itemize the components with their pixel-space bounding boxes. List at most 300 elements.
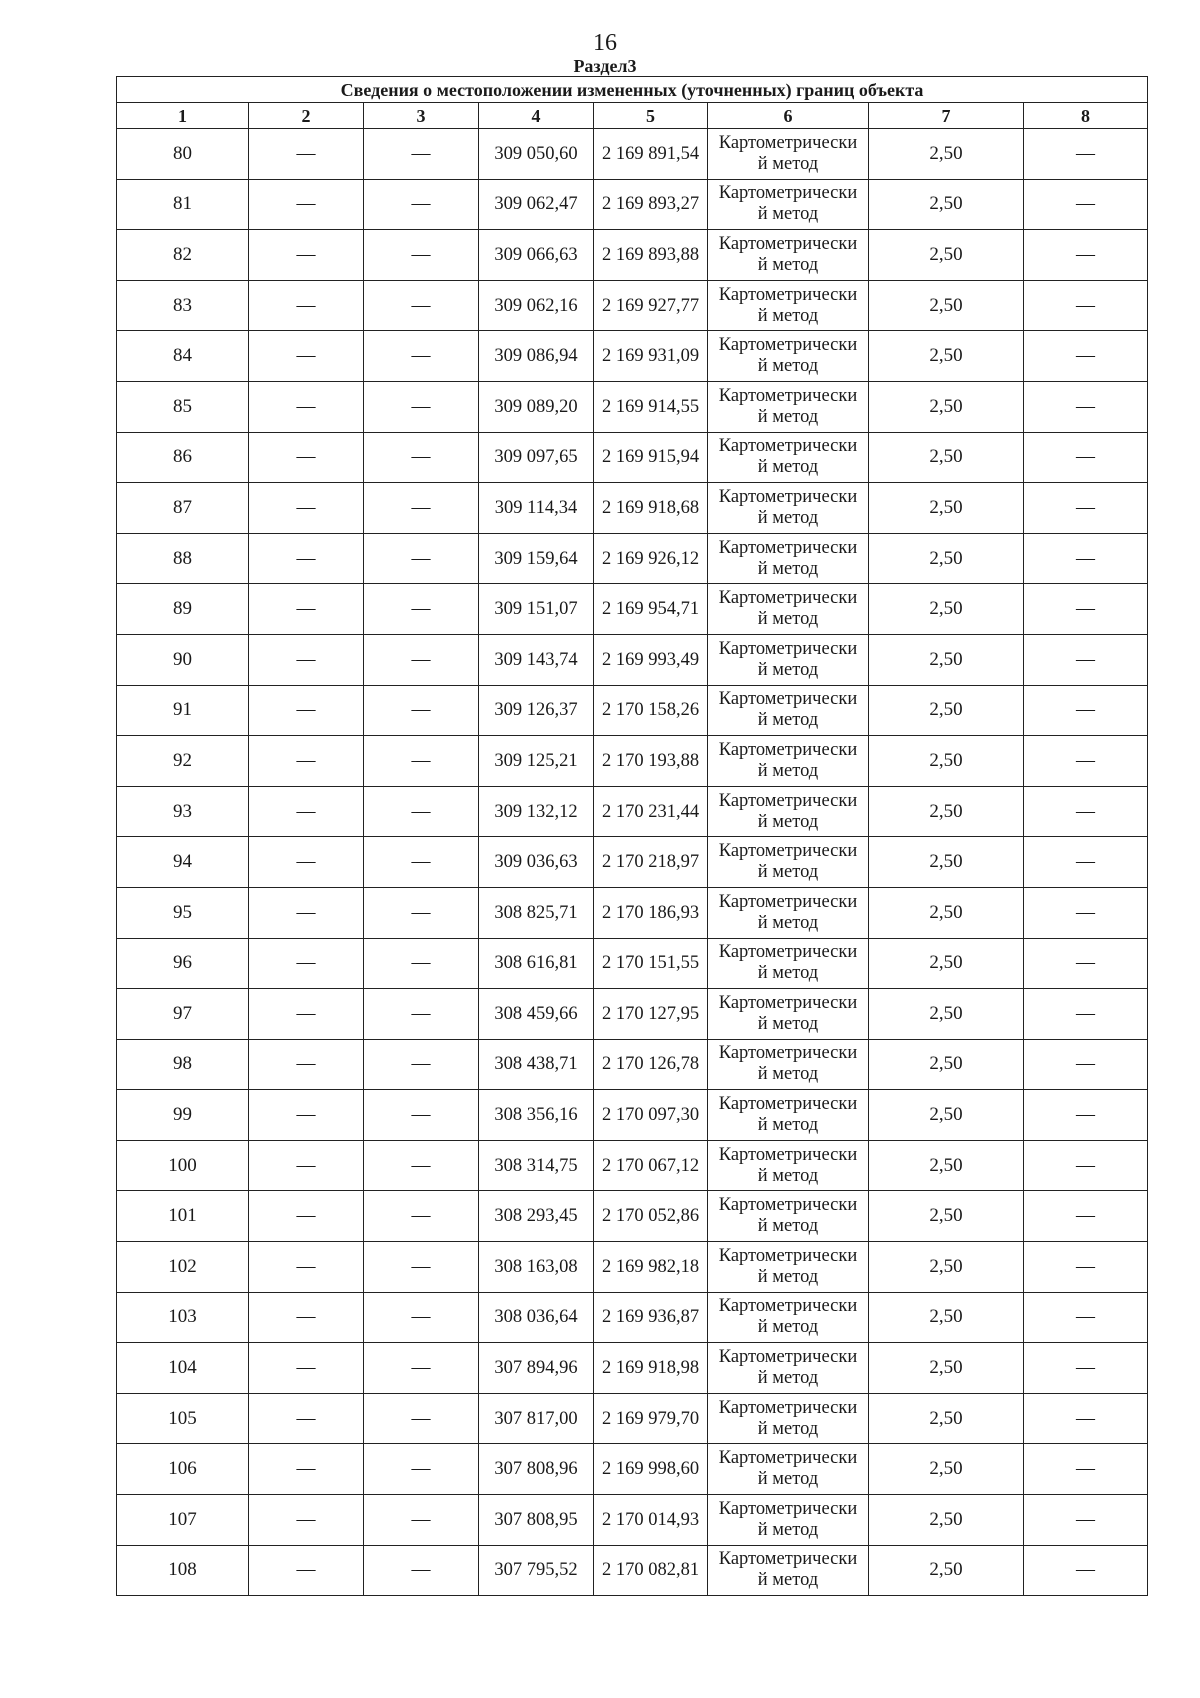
table-row	[117, 887, 1148, 938]
point-number-cell: 90	[117, 634, 249, 685]
method-line-2: й метод	[757, 356, 819, 377]
table-row	[117, 736, 1148, 787]
method-line-2: й метод	[757, 457, 819, 478]
column-8-cell: —	[1024, 1140, 1148, 1191]
table-row	[117, 1191, 1148, 1242]
table-row	[117, 1545, 1148, 1596]
column-8-cell: —	[1024, 837, 1148, 888]
column-8-cell: —	[1024, 736, 1148, 787]
method-line-1: Картометрически	[718, 790, 858, 811]
method-line-2: й метод	[757, 153, 819, 174]
column-2-cell: —	[249, 483, 364, 534]
column-3-cell: —	[364, 179, 479, 230]
column-2-cell: —	[249, 533, 364, 584]
column-2-cell: —	[249, 1039, 364, 1090]
column-number: 5	[594, 103, 708, 129]
point-number-cell: 92	[117, 736, 249, 787]
column-8-cell: —	[1024, 1545, 1148, 1596]
method-line-2: й метод	[757, 507, 819, 528]
point-number-cell: 93	[117, 786, 249, 837]
accuracy-cell: 2,50	[869, 280, 1024, 331]
point-number-cell: 82	[117, 230, 249, 281]
x-coordinate-cell: 307 808,96	[479, 1444, 594, 1495]
y-coordinate-cell: 2 169 891,54	[594, 129, 708, 180]
y-coordinate-cell: 2 170 014,93	[594, 1495, 708, 1546]
table-row	[117, 584, 1148, 635]
method-cell	[708, 989, 869, 1040]
accuracy-cell: 2,50	[869, 129, 1024, 180]
column-3-cell: —	[364, 938, 479, 989]
method-cell	[708, 1292, 869, 1343]
x-coordinate-cell: 309 126,37	[479, 685, 594, 736]
method-cell	[708, 1393, 869, 1444]
method-line-1: Картометрически	[718, 233, 858, 254]
method-cell	[708, 1242, 869, 1293]
accuracy-cell: 2,50	[869, 1444, 1024, 1495]
column-3-cell: —	[364, 736, 479, 787]
x-coordinate-cell: 309 086,94	[479, 331, 594, 382]
point-number-cell: 84	[117, 331, 249, 382]
column-3-cell: —	[364, 685, 479, 736]
x-coordinate-cell: 309 050,60	[479, 129, 594, 180]
y-coordinate-cell: 2 170 126,78	[594, 1039, 708, 1090]
column-3-cell: —	[364, 786, 479, 837]
column-8-cell: —	[1024, 129, 1148, 180]
method-line-1: Картометрически	[718, 1144, 858, 1165]
column-3-cell: —	[364, 1444, 479, 1495]
method-line-2: й метод	[757, 1418, 819, 1439]
method-cell	[708, 1191, 869, 1242]
page-number: 16	[593, 30, 617, 56]
column-8-cell: —	[1024, 432, 1148, 483]
method-cell	[708, 938, 869, 989]
table-row	[117, 1495, 1148, 1546]
y-coordinate-cell: 2 169 936,87	[594, 1292, 708, 1343]
method-line-1: Картометрически	[718, 335, 858, 356]
method-line-2: й метод	[757, 760, 819, 781]
column-3-cell: —	[364, 837, 479, 888]
method-line-1: Картометрически	[718, 1245, 858, 1266]
x-coordinate-cell: 307 795,52	[479, 1545, 594, 1596]
column-number-row	[117, 103, 1148, 129]
method-line-1: Картометрически	[718, 183, 858, 204]
y-coordinate-cell: 2 170 231,44	[594, 786, 708, 837]
y-coordinate-cell: 2 170 052,86	[594, 1191, 708, 1242]
accuracy-cell: 2,50	[869, 483, 1024, 534]
accuracy-cell: 2,50	[869, 1242, 1024, 1293]
method-cell	[708, 634, 869, 685]
method-line-2: й метод	[757, 204, 819, 225]
table-row	[117, 533, 1148, 584]
column-2-cell: —	[249, 1444, 364, 1495]
method-cell	[708, 179, 869, 230]
method-line-1: Картометрически	[718, 689, 858, 710]
accuracy-cell: 2,50	[869, 1039, 1024, 1090]
x-coordinate-cell: 308 825,71	[479, 887, 594, 938]
point-number-cell: 104	[117, 1343, 249, 1394]
point-number-cell: 98	[117, 1039, 249, 1090]
section-title: Раздел3	[573, 56, 637, 76]
table-row	[117, 230, 1148, 281]
column-8-cell: —	[1024, 786, 1148, 837]
method-line-1: Картометрически	[718, 1498, 858, 1519]
column-3-cell: —	[364, 483, 479, 534]
accuracy-cell: 2,50	[869, 989, 1024, 1040]
method-line-1: Картометрически	[718, 1195, 858, 1216]
accuracy-cell: 2,50	[869, 432, 1024, 483]
method-line-1: Картометрически	[718, 841, 858, 862]
column-8-cell: —	[1024, 1292, 1148, 1343]
column-3-cell: —	[364, 230, 479, 281]
method-cell	[708, 1545, 869, 1596]
y-coordinate-cell: 2 169 918,98	[594, 1343, 708, 1394]
x-coordinate-cell: 309 089,20	[479, 381, 594, 432]
column-2-cell: —	[249, 432, 364, 483]
column-8-cell: —	[1024, 1444, 1148, 1495]
table-row	[117, 1292, 1148, 1343]
accuracy-cell: 2,50	[869, 685, 1024, 736]
method-line-1: Картометрически	[718, 385, 858, 406]
y-coordinate-cell: 2 170 067,12	[594, 1140, 708, 1191]
accuracy-cell: 2,50	[869, 1393, 1024, 1444]
method-cell	[708, 786, 869, 837]
column-3-cell: —	[364, 280, 479, 331]
accuracy-cell: 2,50	[869, 887, 1024, 938]
column-2-cell: —	[249, 1343, 364, 1394]
method-line-2: й метод	[757, 1317, 819, 1338]
column-2-cell: —	[249, 381, 364, 432]
method-cell	[708, 887, 869, 938]
column-number: 7	[869, 103, 1024, 129]
y-coordinate-cell: 2 170 127,95	[594, 989, 708, 1040]
y-coordinate-cell: 2 169 993,49	[594, 634, 708, 685]
x-coordinate-cell: 308 356,16	[479, 1090, 594, 1141]
column-3-cell: —	[364, 1495, 479, 1546]
column-8-cell: —	[1024, 331, 1148, 382]
method-cell	[708, 1140, 869, 1191]
method-cell	[708, 837, 869, 888]
column-2-cell: —	[249, 1393, 364, 1444]
x-coordinate-cell: 309 066,63	[479, 230, 594, 281]
column-3-cell: —	[364, 432, 479, 483]
point-number-cell: 80	[117, 129, 249, 180]
method-line-2: й метод	[757, 1216, 819, 1237]
column-8-cell: —	[1024, 230, 1148, 281]
x-coordinate-cell: 308 314,75	[479, 1140, 594, 1191]
point-number-cell: 91	[117, 685, 249, 736]
column-8-cell: —	[1024, 685, 1148, 736]
column-8-cell: —	[1024, 938, 1148, 989]
method-cell	[708, 584, 869, 635]
column-number: 2	[249, 103, 364, 129]
point-number-cell: 87	[117, 483, 249, 534]
boundary-table	[116, 76, 1148, 1596]
point-number-cell: 88	[117, 533, 249, 584]
column-8-cell: —	[1024, 1343, 1148, 1394]
y-coordinate-cell: 2 170 193,88	[594, 736, 708, 787]
method-cell	[708, 1444, 869, 1495]
column-8-cell: —	[1024, 1090, 1148, 1141]
y-coordinate-cell: 2 169 893,27	[594, 179, 708, 230]
method-line-1: Картометрически	[718, 1043, 858, 1064]
x-coordinate-cell: 308 036,64	[479, 1292, 594, 1343]
column-8-cell: —	[1024, 1495, 1148, 1546]
method-line-2: й метод	[757, 912, 819, 933]
method-line-1: Картометрически	[718, 436, 858, 457]
table-row	[117, 1343, 1148, 1394]
table-row	[117, 786, 1148, 837]
column-3-cell: —	[364, 1292, 479, 1343]
column-number: 6	[708, 103, 869, 129]
column-2-cell: —	[249, 584, 364, 635]
method-line-2: й метод	[757, 1368, 819, 1389]
method-line-1: Картометрически	[718, 284, 858, 305]
table-row	[117, 179, 1148, 230]
accuracy-cell: 2,50	[869, 584, 1024, 635]
column-2-cell: —	[249, 1242, 364, 1293]
column-8-cell: —	[1024, 584, 1148, 635]
column-2-cell: —	[249, 634, 364, 685]
method-line-1: Картометрически	[718, 1549, 858, 1570]
x-coordinate-cell: 309 062,16	[479, 280, 594, 331]
column-8-cell: —	[1024, 280, 1148, 331]
method-line-1: Картометрически	[718, 588, 858, 609]
method-cell	[708, 1495, 869, 1546]
y-coordinate-cell: 2 169 954,71	[594, 584, 708, 635]
column-2-cell: —	[249, 938, 364, 989]
column-2-cell: —	[249, 685, 364, 736]
point-number-cell: 106	[117, 1444, 249, 1495]
point-number-cell: 89	[117, 584, 249, 635]
point-number-cell: 85	[117, 381, 249, 432]
table-row	[117, 634, 1148, 685]
method-line-2: й метод	[757, 963, 819, 984]
table-row	[117, 129, 1148, 180]
x-coordinate-cell: 308 293,45	[479, 1191, 594, 1242]
y-coordinate-cell: 2 170 186,93	[594, 887, 708, 938]
x-coordinate-cell: 309 125,21	[479, 736, 594, 787]
method-line-1: Картометрически	[718, 942, 858, 963]
x-coordinate-cell: 307 817,00	[479, 1393, 594, 1444]
column-2-cell: —	[249, 837, 364, 888]
column-2-cell: —	[249, 1090, 364, 1141]
column-3-cell: —	[364, 1090, 479, 1141]
y-coordinate-cell: 2 169 998,60	[594, 1444, 708, 1495]
method-line-1: Картометрически	[718, 1448, 858, 1469]
column-8-cell: —	[1024, 533, 1148, 584]
column-2-cell: —	[249, 280, 364, 331]
column-2-cell: —	[249, 230, 364, 281]
table-row	[117, 331, 1148, 382]
column-3-cell: —	[364, 1191, 479, 1242]
table-body	[117, 129, 1148, 1596]
y-coordinate-cell: 2 170 218,97	[594, 837, 708, 888]
method-line-2: й метод	[757, 659, 819, 680]
point-number-cell: 94	[117, 837, 249, 888]
table-row	[117, 1039, 1148, 1090]
method-line-2: й метод	[757, 1165, 819, 1186]
column-3-cell: —	[364, 533, 479, 584]
method-cell	[708, 1343, 869, 1394]
method-line-1: Картометрически	[718, 891, 858, 912]
column-8-cell: —	[1024, 179, 1148, 230]
column-3-cell: —	[364, 129, 479, 180]
column-3-cell: —	[364, 1545, 479, 1596]
method-cell	[708, 685, 869, 736]
table-row	[117, 432, 1148, 483]
method-line-1: Картометрически	[718, 1094, 858, 1115]
y-coordinate-cell: 2 169 893,88	[594, 230, 708, 281]
y-coordinate-cell: 2 169 915,94	[594, 432, 708, 483]
x-coordinate-cell: 309 114,34	[479, 483, 594, 534]
accuracy-cell: 2,50	[869, 533, 1024, 584]
accuracy-cell: 2,50	[869, 1090, 1024, 1141]
accuracy-cell: 2,50	[869, 331, 1024, 382]
method-line-2: й метод	[757, 1266, 819, 1287]
method-line-2: й метод	[757, 1064, 819, 1085]
y-coordinate-cell: 2 169 918,68	[594, 483, 708, 534]
column-3-cell: —	[364, 1343, 479, 1394]
point-number-cell: 86	[117, 432, 249, 483]
x-coordinate-cell: 308 616,81	[479, 938, 594, 989]
x-coordinate-cell: 309 159,64	[479, 533, 594, 584]
point-number-cell: 108	[117, 1545, 249, 1596]
column-3-cell: —	[364, 1242, 479, 1293]
method-cell	[708, 1090, 869, 1141]
accuracy-cell: 2,50	[869, 1292, 1024, 1343]
point-number-cell: 96	[117, 938, 249, 989]
method-line-2: й метод	[757, 710, 819, 731]
column-3-cell: —	[364, 634, 479, 685]
column-3-cell: —	[364, 1039, 479, 1090]
column-number: 4	[479, 103, 594, 129]
x-coordinate-cell: 309 036,63	[479, 837, 594, 888]
method-line-2: й метод	[757, 811, 819, 832]
accuracy-cell: 2,50	[869, 230, 1024, 281]
table-row	[117, 837, 1148, 888]
column-3-cell: —	[364, 989, 479, 1040]
column-2-cell: —	[249, 786, 364, 837]
column-2-cell: —	[249, 179, 364, 230]
column-number: 3	[364, 103, 479, 129]
method-line-2: й метод	[757, 1519, 819, 1540]
point-number-cell: 99	[117, 1090, 249, 1141]
table-row	[117, 1242, 1148, 1293]
column-number: 1	[117, 103, 249, 129]
table-row	[117, 483, 1148, 534]
x-coordinate-cell: 307 808,95	[479, 1495, 594, 1546]
table-row	[117, 938, 1148, 989]
method-line-1: Картометрически	[718, 486, 858, 507]
point-number-cell: 97	[117, 989, 249, 1040]
y-coordinate-cell: 2 169 982,18	[594, 1242, 708, 1293]
method-cell	[708, 331, 869, 382]
point-number-cell: 83	[117, 280, 249, 331]
accuracy-cell: 2,50	[869, 938, 1024, 989]
column-3-cell: —	[364, 1393, 479, 1444]
point-number-cell: 101	[117, 1191, 249, 1242]
method-line-2: й метод	[757, 1570, 819, 1591]
method-cell	[708, 736, 869, 787]
x-coordinate-cell: 309 151,07	[479, 584, 594, 635]
method-line-1: Картометрически	[718, 1397, 858, 1418]
column-8-cell: —	[1024, 1039, 1148, 1090]
method-cell	[708, 1039, 869, 1090]
x-coordinate-cell: 308 163,08	[479, 1242, 594, 1293]
point-number-cell: 103	[117, 1292, 249, 1343]
table-row	[117, 1090, 1148, 1141]
method-line-1: Картометрически	[718, 132, 858, 153]
column-number: 8	[1024, 103, 1148, 129]
point-number-cell: 107	[117, 1495, 249, 1546]
y-coordinate-cell: 2 169 927,77	[594, 280, 708, 331]
x-coordinate-cell: 308 459,66	[479, 989, 594, 1040]
table-row	[117, 1444, 1148, 1495]
method-line-1: Картометрически	[718, 739, 858, 760]
accuracy-cell: 2,50	[869, 1545, 1024, 1596]
method-cell	[708, 381, 869, 432]
accuracy-cell: 2,50	[869, 837, 1024, 888]
x-coordinate-cell: 309 097,65	[479, 432, 594, 483]
x-coordinate-cell: 309 062,47	[479, 179, 594, 230]
point-number-cell: 105	[117, 1393, 249, 1444]
column-8-cell: —	[1024, 989, 1148, 1040]
x-coordinate-cell: 309 143,74	[479, 634, 594, 685]
y-coordinate-cell: 2 169 914,55	[594, 381, 708, 432]
accuracy-cell: 2,50	[869, 786, 1024, 837]
column-2-cell: —	[249, 1140, 364, 1191]
method-line-1: Картометрически	[718, 537, 858, 558]
method-line-2: й метод	[757, 406, 819, 427]
y-coordinate-cell: 2 170 082,81	[594, 1545, 708, 1596]
method-line-2: й метод	[757, 609, 819, 630]
table-row	[117, 1140, 1148, 1191]
y-coordinate-cell: 2 170 158,26	[594, 685, 708, 736]
point-number-cell: 81	[117, 179, 249, 230]
table-caption: Сведения о местоположении измененных (уточненных) границ объекта	[117, 77, 1148, 103]
y-coordinate-cell: 2 170 151,55	[594, 938, 708, 989]
table-caption-row	[117, 77, 1148, 103]
column-8-cell: —	[1024, 634, 1148, 685]
column-8-cell: —	[1024, 483, 1148, 534]
method-line-1: Картометрически	[718, 992, 858, 1013]
accuracy-cell: 2,50	[869, 1343, 1024, 1394]
method-line-2: й метод	[757, 254, 819, 275]
method-line-1: Картометрически	[718, 1296, 858, 1317]
y-coordinate-cell: 2 169 931,09	[594, 331, 708, 382]
column-3-cell: —	[364, 584, 479, 635]
method-line-1: Картометрически	[718, 1347, 858, 1368]
accuracy-cell: 2,50	[869, 1191, 1024, 1242]
accuracy-cell: 2,50	[869, 1140, 1024, 1191]
column-3-cell: —	[364, 381, 479, 432]
column-8-cell: —	[1024, 1242, 1148, 1293]
table-row	[117, 989, 1148, 1040]
method-cell	[708, 280, 869, 331]
y-coordinate-cell: 2 169 926,12	[594, 533, 708, 584]
point-number-cell: 95	[117, 887, 249, 938]
method-line-2: й метод	[757, 1013, 819, 1034]
column-8-cell: —	[1024, 381, 1148, 432]
column-2-cell: —	[249, 129, 364, 180]
method-cell	[708, 533, 869, 584]
column-2-cell: —	[249, 736, 364, 787]
column-3-cell: —	[364, 1140, 479, 1191]
method-line-1: Картометрически	[718, 638, 858, 659]
column-2-cell: —	[249, 1495, 364, 1546]
table-row	[117, 381, 1148, 432]
column-3-cell: —	[364, 331, 479, 382]
